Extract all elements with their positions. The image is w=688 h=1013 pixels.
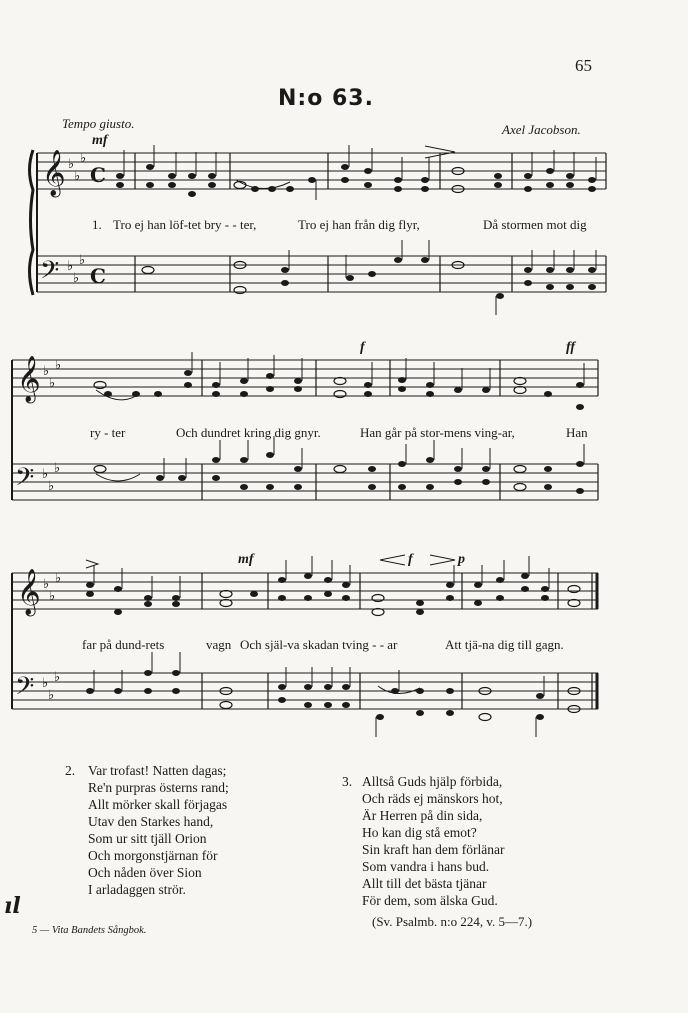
svg-text:♭: ♭ bbox=[48, 688, 55, 703]
svg-text:♭: ♭ bbox=[49, 589, 56, 604]
svg-text:♭: ♭ bbox=[74, 169, 81, 184]
svg-text:♭: ♭ bbox=[42, 467, 49, 482]
svg-text:C: C bbox=[90, 264, 106, 288]
verse-2-line: Och nåden över Sion bbox=[88, 865, 202, 880]
verse-3-line: Allt till det bästa tjänar bbox=[362, 876, 487, 891]
lyric-line-2c: Han går på stor-mens ving-ar, bbox=[360, 425, 515, 440]
tempo-marking: Tempo giusto. bbox=[62, 116, 135, 131]
page-number: 65 bbox=[575, 56, 592, 75]
dynamic-p-3: p bbox=[458, 552, 465, 567]
svg-text:♭: ♭ bbox=[43, 577, 50, 592]
verse-2-line: Re'n purpras österns rand; bbox=[88, 780, 229, 795]
svg-text:𝄢: 𝄢 bbox=[15, 463, 35, 498]
lyric-line-1a: Tro ej han löf-tet bry - - ter, bbox=[113, 217, 257, 232]
verse-2-line: Utav den Starkes hand, bbox=[88, 814, 214, 829]
svg-text:♭: ♭ bbox=[68, 157, 75, 172]
lyric-line-3d: Att tjä-na dig till gagn. bbox=[445, 637, 564, 652]
verse-2-line: Var trofast! Natten dagas; bbox=[88, 763, 227, 778]
psalm-source: (Sv. Psalmb. n:o 224, v. 5—7.) bbox=[372, 914, 533, 929]
dynamic-ff-2: ff bbox=[566, 340, 576, 355]
svg-text:♭: ♭ bbox=[42, 676, 49, 691]
svg-text:𝄢: 𝄢 bbox=[40, 256, 60, 291]
margin-mark: ıl bbox=[4, 893, 21, 919]
lyric-line-2b: Och dundret kring dig gnyr. bbox=[176, 425, 321, 440]
verse-3-number: 3. bbox=[342, 774, 353, 789]
svg-text:♭: ♭ bbox=[79, 253, 86, 268]
lyric-line-3b: vagn bbox=[206, 637, 232, 652]
svg-text:♭: ♭ bbox=[80, 151, 87, 166]
verse-2-line: Och morgonstjärnan för bbox=[88, 848, 218, 863]
verse-2-number: 2. bbox=[65, 763, 76, 778]
verse-3-line: Alltså Guds hjälp förbida, bbox=[362, 774, 503, 789]
verse-2-line: I arladaggen strör. bbox=[88, 882, 186, 897]
verse-2-line: Som ur sitt tjäll Orion bbox=[88, 831, 207, 846]
verse-3 bbox=[342, 773, 505, 909]
verse-2 bbox=[65, 762, 229, 898]
svg-text:♭: ♭ bbox=[43, 364, 50, 379]
svg-text:𝄢: 𝄢 bbox=[15, 672, 35, 707]
dynamic-mf-3: mf bbox=[238, 552, 254, 567]
footer-note: 5 — Vita Bandets Sångbok. bbox=[32, 925, 147, 936]
dynamic-f-2: f bbox=[360, 340, 365, 355]
svg-text:♭: ♭ bbox=[67, 259, 74, 274]
verse-3-line: Och räds ej mänskors hot, bbox=[362, 791, 503, 806]
svg-text:♭: ♭ bbox=[73, 271, 80, 286]
svg-text:♭: ♭ bbox=[55, 358, 62, 373]
hymn-title: N:o 63. bbox=[278, 86, 374, 111]
verse-3-line: För dem, som älska Gud. bbox=[362, 893, 498, 908]
lyric-line-1b: Tro ej han från dig flyr, bbox=[298, 217, 420, 232]
verse-3-line: Som vandra i hans bud. bbox=[362, 859, 490, 874]
svg-text:𝄞: 𝄞 bbox=[17, 356, 41, 402]
verse-3-line: Är Herren på din sida, bbox=[362, 808, 483, 823]
lyric-line-2d: Han bbox=[566, 425, 588, 440]
svg-text:♭: ♭ bbox=[54, 670, 61, 685]
verse-3-line: Ho kan dig stå emot? bbox=[362, 825, 477, 840]
verse-3-line: Sin kraft han dem förlänar bbox=[362, 842, 505, 857]
dynamic-f-3: f bbox=[408, 552, 413, 567]
lyric-line-3a: far på dund-rets bbox=[82, 637, 165, 652]
lyric-line-1c: Då stormen mot dig bbox=[483, 217, 587, 232]
verse-2-line: Allt mörker skall förjagas bbox=[88, 797, 228, 812]
svg-text:C: C bbox=[90, 163, 106, 187]
dynamic-mf-1: mf bbox=[92, 133, 108, 148]
composer: Axel Jacobson. bbox=[502, 122, 581, 137]
svg-text:♭: ♭ bbox=[49, 376, 56, 391]
verse-number-1: 1. bbox=[92, 217, 102, 232]
lyric-line-2a: ry - ter bbox=[90, 425, 126, 440]
lyric-line-3c: Och själ-va skadan tving - - ar bbox=[240, 637, 398, 652]
svg-text:𝄞: 𝄞 bbox=[17, 569, 41, 615]
svg-text:♭: ♭ bbox=[48, 479, 55, 494]
svg-text:𝄞: 𝄞 bbox=[42, 150, 66, 196]
svg-text:♭: ♭ bbox=[54, 461, 61, 476]
svg-text:♭: ♭ bbox=[55, 571, 62, 586]
